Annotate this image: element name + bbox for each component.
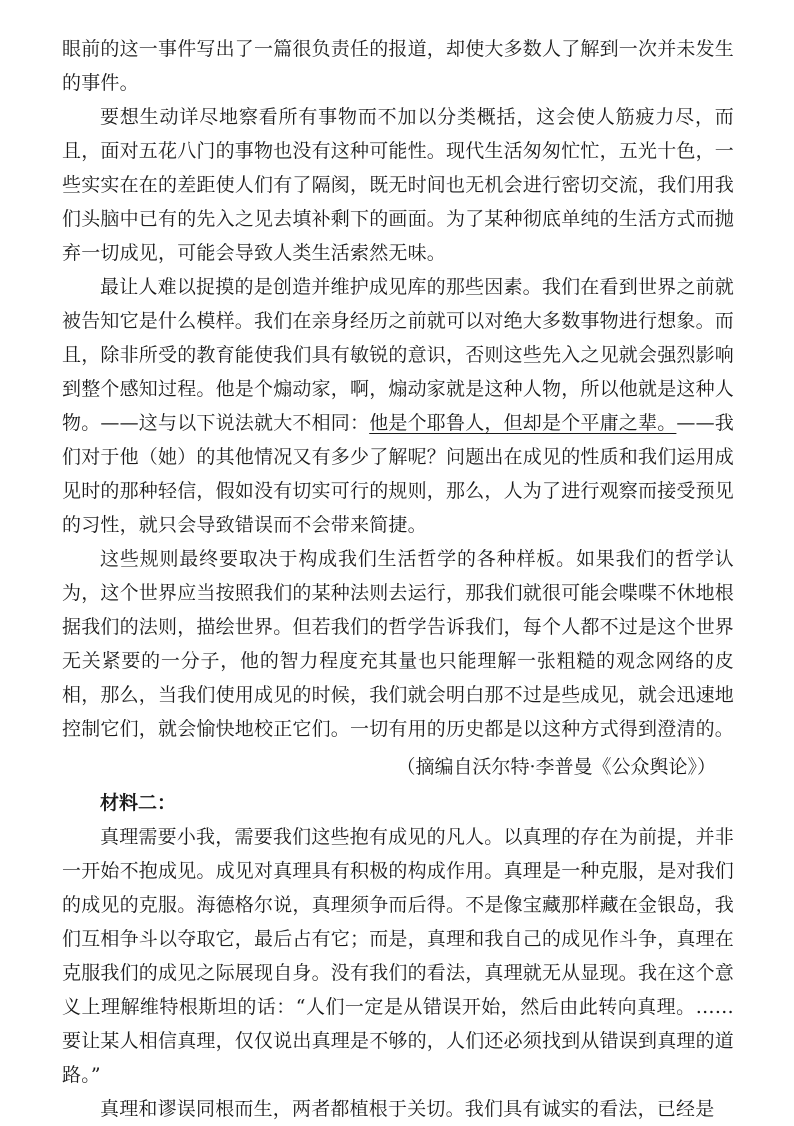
section-heading-material-two: 材料二： xyxy=(100,792,177,814)
paragraph-continuation: 眼前的这一事件写出了一篇很负责任的报道，却使大多数人了解到一次并未发生的事件。 xyxy=(62,38,735,94)
paragraph-rules-philosophy: 这些规则最终要取决于构成我们生活哲学的各种样板。如果我们的哲学认为，这个世界应当按照我们的某种法则去运行，那我们就很可能会喋喋不休地根据我们的法则，描绘世界。但若我们的哲学告诉我们，每个人都不过是这个世界无关紧要的一分子，他的智力程度充其量也只能理解一张粗糙的观念网络的皮相，那么，当我们使用成见的时候，我们就会明白那不过是些成见，就会迅速地控制它们，就会愉快地校正它们。一切有用的历史都是以这种方式得到澄清的。 xyxy=(62,548,735,740)
paragraph-truth-and-error: 真理和谬误同根而生，两者都植根于关切。我们具有诚实的看法，已经是 xyxy=(100,1098,715,1120)
paragraph-generalization: 要想生动详尽地察看所有事物而不加以分类概括，这会使人筋疲力尽，而且，面对五花八门的事物也没有这种可能性。现代生活匆匆忙忙，五光十色，一些实实在在的差距使人们有了隔阂，既无时间也无机会进行密切交流，我们用我们头脑中已有的先入之见去填补剩下的画面。为了某种彻底单纯的生活方式而抛弃一切成见，可能会导致人类生活索然无味。 xyxy=(62,106,735,264)
paragraph-text-before: 最让人难以捉摸的是创造并维护成见库的那些因素。我们在看到世界之前就被告知它是什么模样。我们在亲身经历之前就可以对绝大多数事物进行想象。而且，除非所受的教育能使我们具有敏锐的意识，否则这些先入之见就会强烈影响到整个感知过程。他是个煽动家，啊，煽动家就是这种人物，所以他就是这种人物。——这与以下说法就大不相同： xyxy=(62,276,735,434)
source-citation: （摘编自沃尔特·李普曼《公众舆论》） xyxy=(396,756,716,778)
paragraph-truth-needs-self: 真理需要小我，需要我们这些抱有成见的凡人。以真理的存在为前提，并非一开始不抱成见。成见对真理具有积极的构成作用。真理是一种克服，是对我们的成见的克服。海德格尔说，真理须争而后得。不是像宝藏那样藏在金银岛，我们互相争斗以夺取它，最后占有它；而是，真理和我自己的成见作斗争，真理在克服我们的成见之际展现自身。没有我们的看法，真理就无从显现。我在这个意义上理解维特根斯坦的话：“人们一定是从错误开始，然后由此转向真理。……要让某人相信真理，仅仅说出真理是不够的，人们还必须找到从错误到真理的道路。” xyxy=(62,826,735,1086)
paragraph-stereotype-factors xyxy=(62,270,734,542)
document-page xyxy=(62,32,734,1126)
paragraph-text-after: ——我们对于他（她）的其他情况又有多少了解呢？问题出在成见的性质和我们运用成见时的那种轻信，假如没有切实可行的规则，那么，人为了进行观察而接受预见的习性，就只会导致错误而不会带来简捷。 xyxy=(62,412,735,536)
underlined-phrase: 他是个耶鲁人，但却是个平庸之辈。 xyxy=(369,412,677,434)
